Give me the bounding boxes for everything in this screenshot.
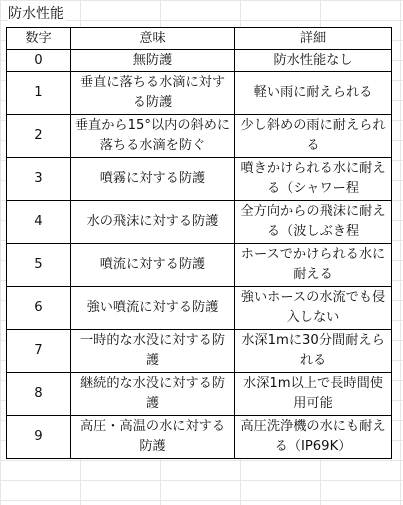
detail-cell[interactable]: 少し斜めの雨に耐えられる (235, 115, 392, 158)
level-cell[interactable]: 3 (7, 158, 71, 201)
table-row (7, 330, 392, 373)
level-cell[interactable]: 9 (7, 416, 71, 459)
level-cell[interactable]: 7 (7, 330, 71, 373)
meaning-cell[interactable]: 垂直から15°以内の斜めに落ちる水滴を防ぐ (71, 115, 235, 158)
detail-cell[interactable]: 水深1mに30分間耐えられる (235, 330, 392, 373)
header-cell-number[interactable]: 数字 (7, 28, 71, 50)
level-cell[interactable]: 5 (7, 244, 71, 287)
meaning-cell[interactable]: 水の飛沫に対する防護 (71, 201, 235, 244)
meaning-cell[interactable]: 無防護 (71, 50, 235, 72)
meaning-cell[interactable]: 強い噴流に対する防護 (71, 287, 235, 330)
detail-cell[interactable]: 全方向からの飛沫に耐える（波しぶき程 (235, 201, 392, 244)
header-cell-detail[interactable]: 詳細 (235, 28, 392, 50)
detail-cell[interactable]: 軽い雨に耐えられる (235, 72, 392, 115)
sheet-title[interactable]: 防水性能 (8, 3, 66, 25)
meaning-cell[interactable]: 一時的な水没に対する防護 (71, 330, 235, 373)
level-cell[interactable]: 2 (7, 115, 71, 158)
level-cell[interactable]: 0 (7, 50, 71, 72)
table-row (7, 115, 392, 158)
meaning-cell[interactable]: 高圧・高温の水に対する防護 (71, 416, 235, 459)
table-row (7, 244, 392, 287)
header-cell-meaning[interactable]: 意味 (71, 28, 235, 50)
level-cell[interactable]: 4 (7, 201, 71, 244)
detail-cell[interactable]: ホースでかけられる水に耐える (235, 244, 392, 287)
meaning-cell[interactable]: 噴霧に対する防護 (71, 158, 235, 201)
header-row (7, 28, 392, 50)
level-cell[interactable]: 6 (7, 287, 71, 330)
table-row (7, 158, 392, 201)
table-row (7, 373, 392, 416)
detail-cell[interactable]: 高圧洗浄機の水にも耐える（IP69K） (235, 416, 392, 459)
table-row (7, 201, 392, 244)
table-row (7, 72, 392, 115)
detail-cell[interactable]: 噴きかけられる水に耐える（シャワー程 (235, 158, 392, 201)
detail-cell[interactable]: 防水性能なし (235, 50, 392, 72)
table-row (7, 416, 392, 459)
level-cell[interactable]: 8 (7, 373, 71, 416)
water-resistance-table (6, 27, 392, 459)
meaning-cell[interactable]: 噴流に対する防護 (71, 244, 235, 287)
detail-cell[interactable]: 強いホースの水流でも侵入しない (235, 287, 392, 330)
table-row (7, 287, 392, 330)
table-row (7, 50, 392, 72)
meaning-cell[interactable]: 継続的な水没に対する防護 (71, 373, 235, 416)
level-cell[interactable]: 1 (7, 72, 71, 115)
detail-cell[interactable]: 水深1m以上で長時間使用可能 (235, 373, 392, 416)
meaning-cell[interactable]: 垂直に落ちる水滴に対する防護 (71, 72, 235, 115)
